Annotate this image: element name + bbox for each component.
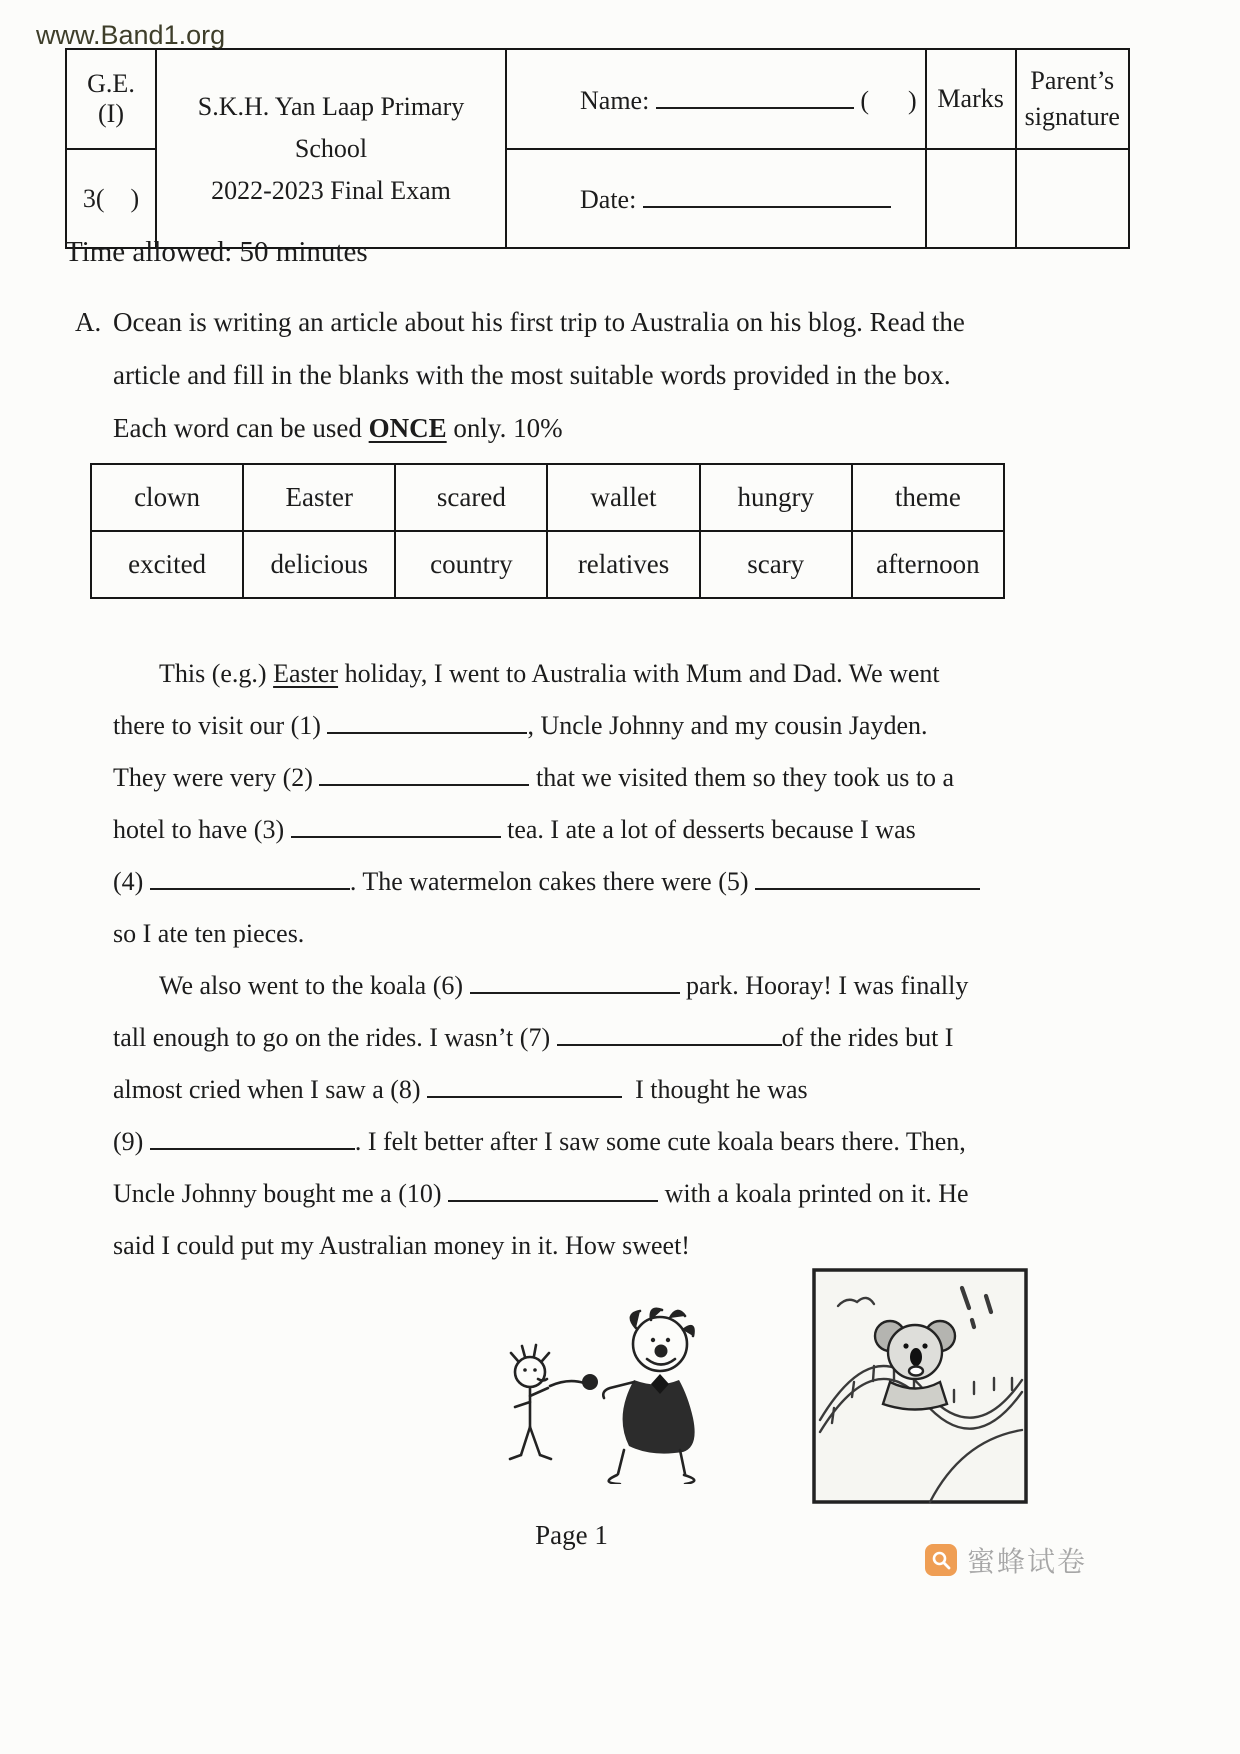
blank-number: (3) [253,815,291,844]
blank-number: (6) [432,971,470,1000]
clown-illustration [478,1282,750,1484]
article-line [113,752,1043,804]
article-line [113,700,1043,752]
article-text: They were very [113,763,283,792]
instruction-line-2 [75,349,1055,402]
answer-blank [319,760,529,786]
word-box-cell: excited [91,531,243,598]
word-box-cell: scared [395,464,547,531]
word-box-cell: hungry [700,464,852,531]
word-box-cell: Easter [243,464,395,531]
word-box-cell: wallet [547,464,699,531]
article-text: of the rides but I [781,1023,954,1052]
article-line [113,1012,1043,1064]
word-box-cell: clown [91,464,243,531]
instruction-text-3-post: only. 10% [446,413,563,443]
subject-code: G.E. (I) [87,69,135,128]
article-text: This (e.g.) [159,659,274,688]
header-parent-signature-cell [1016,49,1129,149]
class-field: 3( ) [82,183,140,213]
header-date-cell [506,149,926,248]
header-school-cell [156,49,506,248]
name-paren: ( ) [853,85,917,115]
word-box-body [91,464,1004,598]
answer-blank [150,1124,355,1150]
blank-number: (7) [519,1023,557,1052]
page-number: Page 1 [535,1520,608,1550]
article-text: that we visited them so they took us to a [529,763,955,792]
article-text: there to visit our [113,711,291,740]
parent-signature-label-line2: signature [1024,102,1120,131]
exam-title: 2022-2023 Final Exam [211,175,451,205]
instruction-text-1: Ocean is writing an article about his first trip to Australia on his blog. Read the [113,307,965,337]
section-a-instructions [75,296,1055,455]
section-a-label: A. [75,307,102,337]
magnifier-icon [925,1544,957,1576]
time-allowed: Time allowed: 50 minutes [65,236,368,268]
article [113,648,1043,1272]
answer-blank [557,1020,782,1046]
blank-number: (8) [390,1075,428,1104]
answer-blank [470,968,680,994]
article-text: tea. I ate a lot of desserts because I was [500,815,916,844]
article-text: We also went to the koala [159,971,433,1000]
article-text: said I could put my Australian money in it. How sweet! [113,1231,690,1260]
header-code-cell [66,49,156,149]
article-line [113,804,1043,856]
name-blank-line [656,83,854,109]
article-text: holiday, I went to Australia with Mum and Dad. We went [338,659,940,688]
article-text: Uncle Johnny bought me a [113,1179,399,1208]
article-line [113,908,1043,960]
word-box-cell: afternoon [852,531,1004,598]
header-class-cell [66,149,156,248]
article-text: I thought he was [622,1075,808,1104]
article-line [113,856,1043,908]
header-marks-empty-cell [926,149,1016,248]
date-label: Date: [580,185,643,214]
article-text: tall enough to go on the rides. I wasn’t [113,1023,520,1052]
header-marks-cell [926,49,1016,149]
word-box-cell: delicious [243,531,395,598]
blank-number: (5) [718,867,756,896]
answer-blank [448,1176,658,1202]
marks-label: Marks [937,84,1004,113]
word-box [90,463,1005,599]
article-line [113,1220,1043,1272]
answer-blank [150,864,350,890]
blank-number: (10) [398,1179,449,1208]
date-blank-line [643,182,891,208]
header-table [65,48,1130,249]
instruction-line-1 [75,296,1055,349]
blank-number: (2) [282,763,320,792]
article-text: . The watermelon cakes there were [349,867,719,896]
instruction-text-3-pre: Each word can be used [113,413,369,443]
once-emphasis: ONCE [368,413,447,443]
article-text: with a koala printed on it. He [658,1179,969,1208]
illustrations [478,1282,1028,1504]
article-text: . I felt better after I saw some cute koala bears there. Then, [354,1127,966,1156]
parent-signature-label-line1: Parent’s [1030,66,1115,95]
instruction-line-3 [75,402,1055,455]
blank-number: (1) [290,711,328,740]
answer-blank [755,864,980,890]
instruction-text-2: article and fill in the blanks with the most suitable words provided in the box. [113,360,951,390]
header-signature-empty-cell [1016,149,1129,248]
header-name-cell [506,49,926,149]
watermark: www.Band1.org [36,20,226,50]
word-box-cell: theme [852,464,1004,531]
answer-blank [327,708,527,734]
article-line [113,648,1043,700]
word-box-cell: country [395,531,547,598]
school-name: S.K.H. Yan Laap Primary School [197,91,465,163]
article-text: , Uncle Johnny and my cousin Jayden. [527,711,928,740]
blank-number: (4) [113,867,150,896]
brand-footer [925,1540,1087,1580]
answer-blank [291,812,501,838]
article-line [113,1168,1043,1220]
article-line [113,1116,1043,1168]
koala-rollercoaster-illustration [812,1268,1028,1504]
article-text: park. Hooray! I was finally [679,971,969,1000]
article-line [113,1064,1043,1116]
example-answer: Easter [273,659,339,688]
brand-name: 蜜蜂试卷 [967,1545,1088,1578]
word-box-cell: relatives [547,531,699,598]
word-box-cell: scary [700,531,852,598]
article-line [113,960,1043,1012]
article-text: so I ate ten pieces. [113,919,305,948]
blank-number: (9) [113,1127,150,1156]
name-label: Name: [580,85,656,115]
answer-blank [427,1072,622,1098]
article-text: almost cried when I saw a [113,1075,391,1104]
article-text: hotel to have [113,815,254,844]
